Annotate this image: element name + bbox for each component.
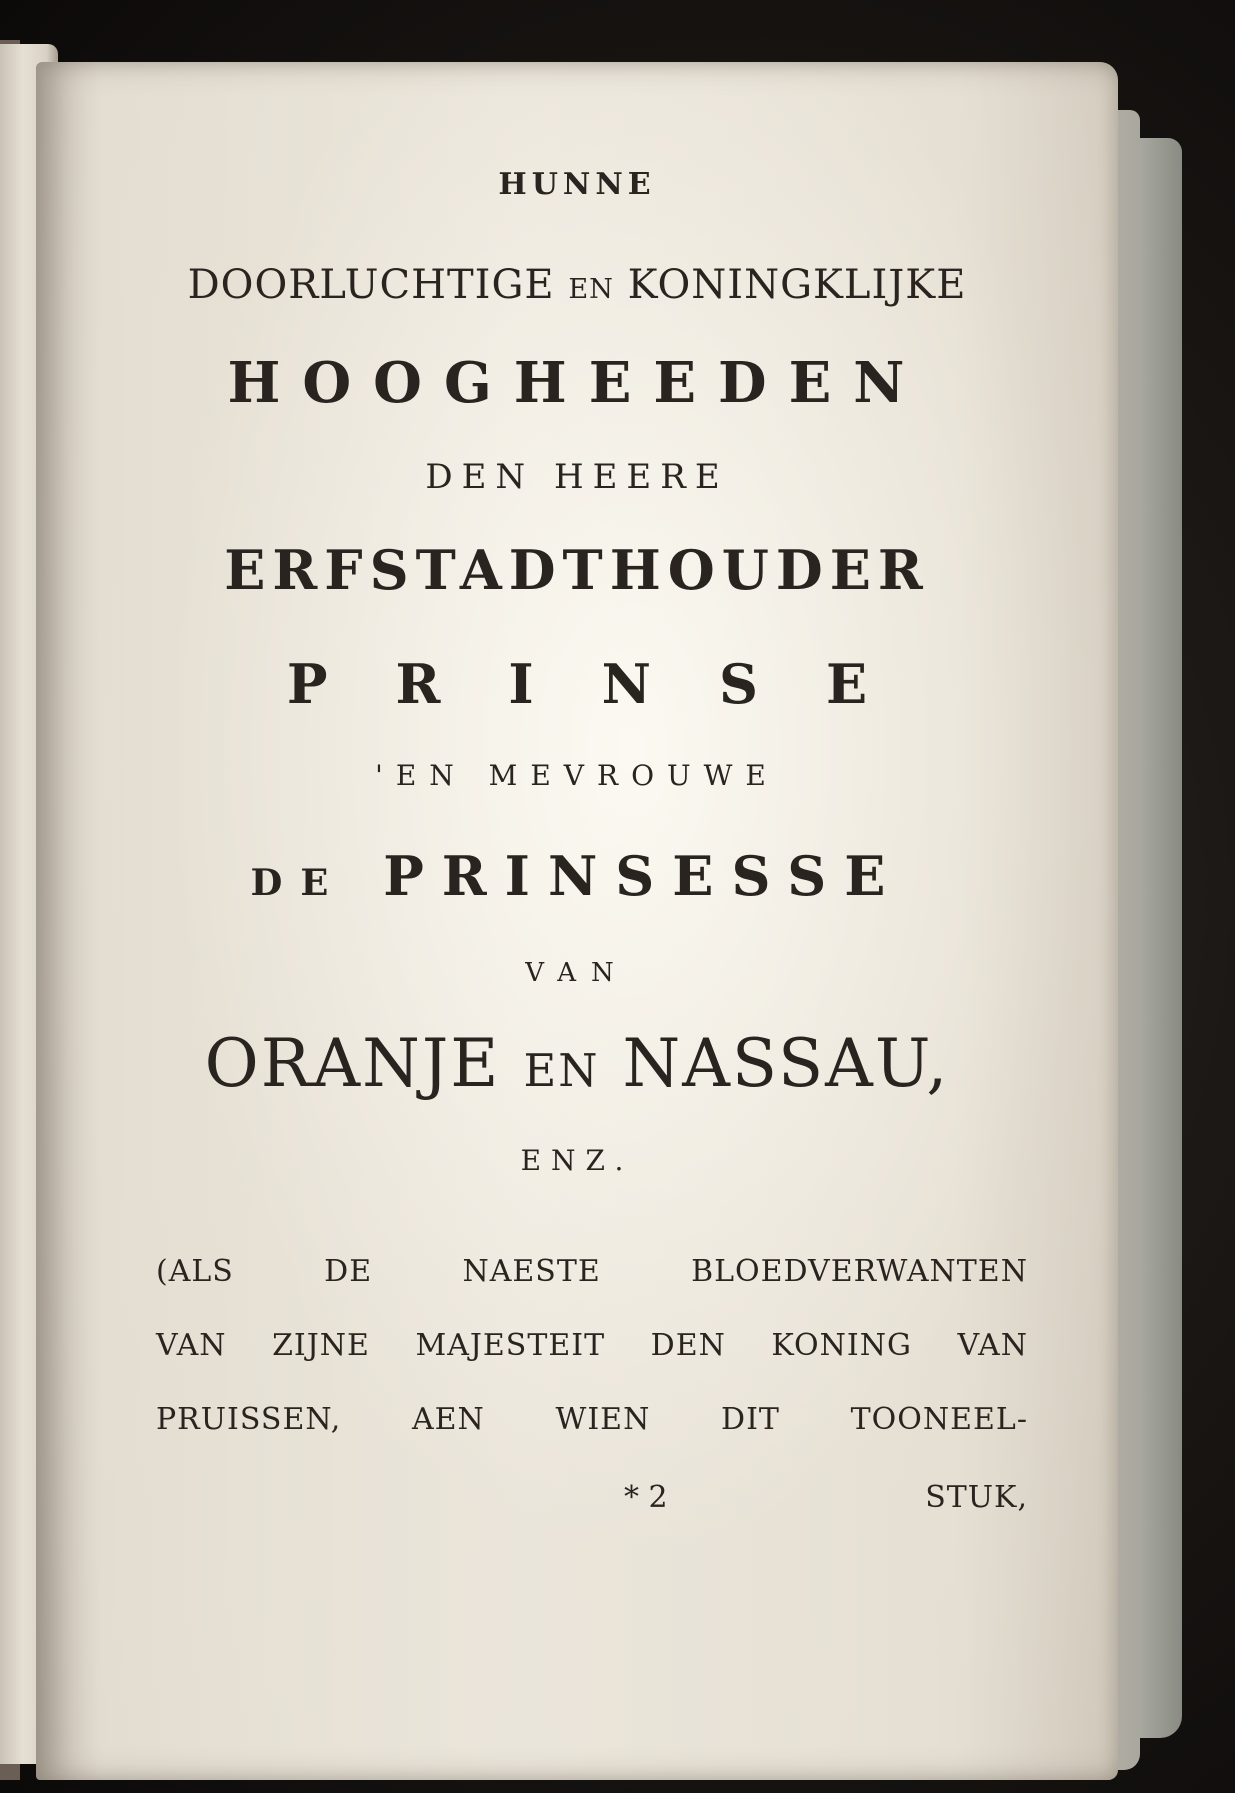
line-den-heere — [36, 457, 1118, 497]
line-oranje-en-nassau — [36, 1025, 1118, 1102]
text-enz: ENZ. — [520, 1144, 634, 1177]
title-page-text — [36, 62, 1118, 1780]
line-van — [36, 958, 1118, 988]
line-hoogheeden — [36, 350, 1118, 416]
line-enz — [36, 1144, 1118, 1177]
line-en-mevrouwe — [36, 759, 1118, 792]
body-line-2 — [156, 1328, 1028, 1363]
title-page — [36, 62, 1118, 1780]
line-de-prinsesse — [36, 844, 1118, 908]
line-doorluchtige — [36, 262, 1118, 308]
line-erfstadthouder — [36, 538, 1118, 602]
body-word: ZIJNE — [272, 1328, 370, 1363]
body-word: DEN — [650, 1328, 726, 1363]
text-den-heere: DEN HEERE — [425, 457, 729, 497]
body-word: WIEN — [555, 1402, 651, 1437]
text-prinsesse: PRINSESSE — [383, 844, 904, 908]
body-word: DIT — [721, 1402, 780, 1437]
text-koningklijke: KONINGKLIJKE — [627, 262, 967, 308]
text-erfstadthouder: ERFSTADTHOUDER — [224, 538, 930, 602]
text-en-2: EN — [523, 1044, 600, 1097]
body-word: (ALS — [156, 1254, 234, 1289]
text-van: VAN — [525, 958, 629, 988]
text-prinse: PRINSE — [286, 652, 936, 716]
text-oranje: ORANJE — [204, 1025, 501, 1102]
catchword: STUK, — [925, 1480, 1028, 1515]
body-word: TOONEEL- — [850, 1402, 1028, 1437]
signature-mark: * 2 — [624, 1480, 668, 1515]
body-word: KONING — [771, 1328, 912, 1363]
line-hunne — [36, 167, 1118, 202]
body-word: VAN — [957, 1328, 1028, 1363]
text-en-mevrouwe: 'EN MEVROUWE — [375, 759, 779, 792]
body-word: VAN — [156, 1328, 227, 1363]
text-doorluchtige: DOORLUCHTIGE — [187, 262, 555, 308]
line-prinse — [36, 652, 1118, 716]
body-word: BLOEDVERWANTEN — [691, 1254, 1028, 1289]
body-word: DE — [324, 1254, 373, 1289]
body-word: PRUISSEN, — [156, 1402, 342, 1437]
body-line-3 — [156, 1402, 1028, 1437]
text-hunne: HUNNE — [498, 167, 656, 202]
body-word: MAJESTEIT — [415, 1328, 606, 1363]
body-word: AEN — [411, 1402, 485, 1437]
text-de: DE — [250, 861, 347, 904]
body-line-1 — [156, 1254, 1028, 1289]
body-word: NAESTE — [462, 1254, 601, 1289]
text-hoogheeden: HOOGHEEDEN — [227, 350, 927, 416]
text-en-1: EN — [568, 274, 614, 305]
text-nassau: NASSAU, — [622, 1025, 950, 1102]
